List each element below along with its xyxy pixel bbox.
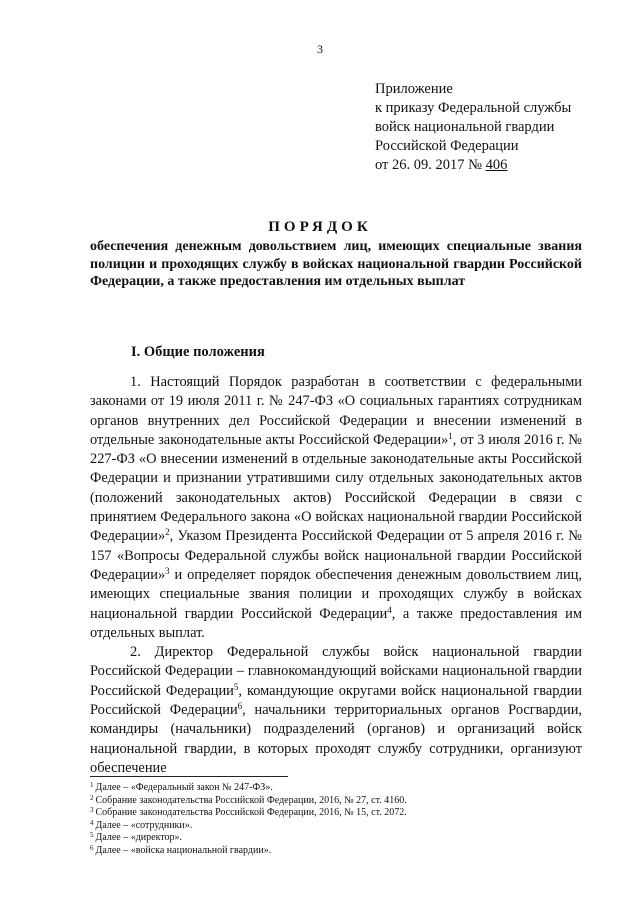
paragraph-1-text: , а также предоставления им отдельных выплат.	[90, 605, 582, 641]
paragraph-1	[90, 373, 582, 643]
footnote-number: 5	[90, 831, 94, 839]
appendix-date: от 26. 09. 2017 №	[375, 157, 486, 173]
document-subtitle: обеспечения денежным довольствием лиц, имеющих специальные звания полиции и проходящих службу в войсках национальной гвардии Российской Федерации, а также предоставления им отдельных выплат	[90, 239, 582, 289]
paragraph-1-text: , от 3 июля 2016 г. № 227-ФЗ «О внесении изменений в отдельные законодательные акты Российской Федерации и признании утратившими силу отдельных законодательных актов (положений законодательных актов) Российской Федерации в связи с принятием Федерального закона «О войсках национальной гвардии Российской Федерации»	[90, 431, 582, 545]
paragraph-2	[90, 643, 582, 778]
footnote	[90, 807, 407, 820]
paragraph-2-text: 2. Директор Федеральной службы войск национальной гвардии Российской Федерации – главнокомандующий войсками национальной гвардии Российской Федерации	[90, 644, 582, 699]
footnote-ref-6: 6	[237, 701, 243, 712]
footnote-number: 6	[90, 843, 94, 852]
footnote-number: 1	[90, 781, 94, 789]
footnote-number: 4	[90, 818, 94, 827]
paragraph-1-text: и определяет порядок обеспечения денежным довольствием лиц, имеющих специальные звания полиции и проходящих службу в войсках национальной гвардии Российской Федерации	[90, 566, 582, 622]
page-number: 3	[317, 42, 323, 56]
footnote-text: Далее – «войска национальной гвардии».	[95, 844, 272, 856]
footnote-ref-5: 5	[233, 681, 239, 692]
paragraph-2-text: , командующие округами войск национальной гвардии Российской Федерации	[90, 682, 582, 719]
document-number: 406	[485, 157, 508, 173]
paragraph-1-text: , Указом Президента Российской Федерации от 5 апреля 2016 г. № 157 «Вопросы Федеральной службы войск национальной гвардии Российской Федерации»	[90, 528, 582, 583]
footnote-ref-2: 2	[165, 527, 170, 538]
footnote-ref-4: 4	[387, 604, 392, 615]
appendix-header	[375, 80, 571, 175]
footnotes	[90, 782, 407, 857]
footnote	[90, 795, 407, 808]
footnote-text: Далее – «директор».	[95, 832, 183, 843]
appendix-line-4: Российской Федерации	[375, 138, 519, 154]
footnote-text: Далее – «Федеральный закон № 247-ФЗ».	[95, 782, 273, 793]
footnote-ref-1: 1	[448, 430, 453, 441]
footnote-number: 2	[90, 793, 94, 802]
body-text	[90, 373, 582, 778]
footnote	[90, 782, 407, 795]
appendix-line-2: к приказу Федеральной службы	[375, 100, 572, 116]
section-heading: I. Общие положения	[131, 344, 265, 360]
footnote-text: Далее – «сотрудники».	[95, 819, 193, 831]
footnote-divider	[90, 776, 288, 777]
footnote	[90, 832, 407, 845]
footnote-number: 3	[90, 806, 94, 814]
appendix-line-3: войск национальной гвардии	[375, 119, 555, 135]
appendix-line-1: Приложение	[375, 81, 453, 97]
footnote-text: Собрание законодательства Российской Федерации, 2016, № 27, ст. 4160.	[95, 794, 407, 806]
appendix-date-line	[375, 156, 571, 175]
paragraph-2-text: , начальники территориальных органов Росгвардии, командиры (начальники) подразделений (органов) и организаций войск национальной гвардии, в которых проходят службу сотрудники, организуют обеспечение	[90, 702, 582, 776]
footnote-text: Собрание законодательства Российской Федерации, 2016, № 15, ст. 2072.	[95, 807, 407, 818]
footnote	[90, 845, 407, 858]
document-title: ПОРЯДОК	[268, 219, 372, 235]
paragraph-1-text: 1. Настоящий Порядок разработан в соответствии с федеральными законами от 19 июля 2011 г. № 247-ФЗ «О социальных гарантиях сотрудникам органов внутренних дел Российской Федерации и внесении изменений в отдельные законодательные акты Российской Федерации»	[90, 374, 582, 448]
footnote	[90, 820, 407, 833]
footnote-ref-3: 3	[165, 565, 170, 576]
